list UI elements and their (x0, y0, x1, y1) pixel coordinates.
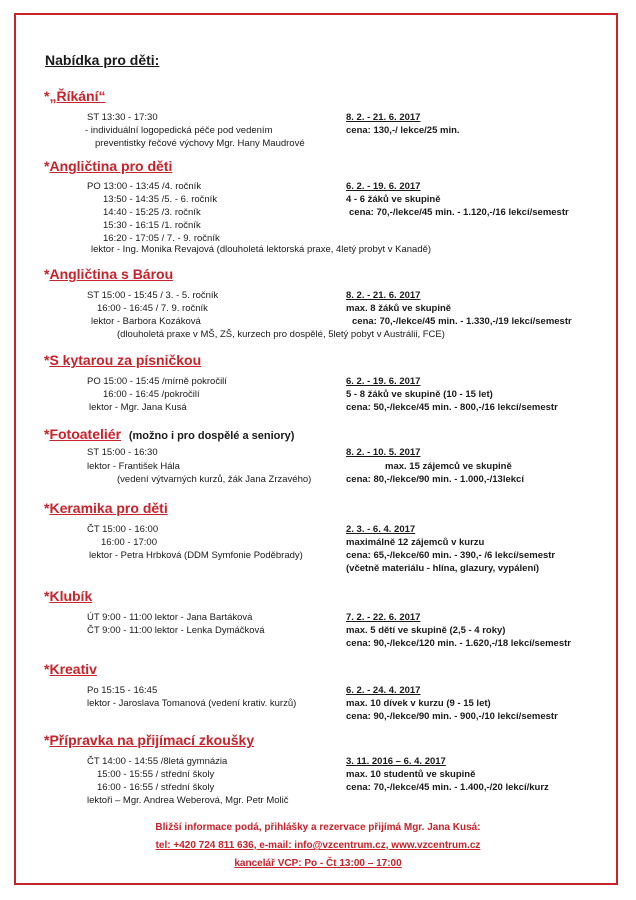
schedule-line: ČT 9:00 - 11:00 lektor - Lenka Dymáčková (87, 625, 265, 636)
section-title-s-kytarou: *S kytarou za písničkou (44, 352, 202, 368)
schedule-line: ST 15:00 - 16:30 (87, 447, 158, 458)
group-size-line: max. 10 dívek v kurzu (9 - 15 let) (346, 698, 491, 709)
price-line: cena: 90,-/lekce/120 min. - 1.620,-/18 lekcí/semestr (346, 638, 571, 649)
price-line: cena: 70,-/lekce/45 min. - 1.400,-/20 lekcí/kurz (346, 782, 549, 793)
lector-line: lektor - Jaroslava Tomanová (vedení krativ. kurzů) (87, 698, 297, 709)
section-title-pripravka: *Přípravka na přijímací zkoušky (44, 732, 255, 748)
schedule-line: ČT 14:00 - 14:55 /8letá gymnázia (87, 756, 228, 767)
description-line: (vedení výtvarných kurzů, žák Jana Zrzavého) (117, 474, 312, 485)
date-range: 8. 2. - 21. 6. 2017 (346, 112, 421, 123)
schedule-line: 15:30 - 16:15 /1. ročník (103, 220, 201, 231)
schedule-line: ÚT 9:00 - 11:00 lektor - Jana Bartáková (87, 612, 253, 623)
schedule-line: 14:40 - 15:25 /3. ročník (103, 207, 201, 218)
section-title-keramika: *Keramika pro děti (44, 500, 168, 516)
date-range: 8. 2. - 21. 6. 2017 (346, 290, 421, 301)
section-title-rikani: *„Říkání“ (44, 88, 106, 104)
price-line: cena: 50,-/lekce/45 min. - 800,-/16 lekcí/semestr (346, 402, 558, 413)
lector-line: lektoři – Mgr. Andrea Weberová, Mgr. Petr Molič (87, 795, 289, 806)
price-line: cena: 130,-/ lekce/25 min. (346, 125, 460, 136)
price-line: cena: 90,-/lekce/90 min. - 900,-/10 lekcí/semestr (346, 711, 558, 722)
section-title-anglictina-pro-deti: *Angličtina pro děti (44, 158, 173, 174)
schedule-line: 16:00 - 16:45 / 7. 9. ročník (97, 303, 208, 314)
description-line: preventistky řečové výchovy Mgr. Hany Maudrové (95, 138, 305, 149)
schedule-line: ST 15:00 - 15:45 / 3. - 5. ročník (87, 290, 219, 301)
date-range: 6. 2. - 24. 4. 2017 (346, 685, 421, 696)
lector-line: lektor - Ing. Monika Revajová (dlouholetá lektorská praxe, 4letý probyt v Kanadě) (91, 244, 432, 255)
group-size-line: maximálně 12 zájemců v kurzu (346, 537, 485, 548)
page-title: Nabídka pro děti: (45, 52, 160, 68)
description-line: - individuální logopedická péče pod vedením (85, 125, 273, 136)
schedule-line: PO 13:00 - 13:45 /4. ročník (87, 181, 202, 192)
lector-line: lektor - František Hála (87, 461, 180, 472)
footer-office-hours: kancelář VCP: Po - Čt 13:00 – 17:00 (234, 858, 402, 869)
section-title-klubik: *Klubík (44, 588, 93, 604)
schedule-line: 16:00 - 16:45 /pokročilí (103, 389, 200, 400)
group-size-line: 5 - 8 žáků ve skupině (10 - 15 let) (346, 389, 493, 400)
footer-info: Bližší informace podá, přihlášky a rezervace přijímá Mgr. Jana Kusá: (155, 822, 481, 833)
lector-line: lektor - Mgr. Jana Kusá (89, 402, 187, 413)
date-range: 6. 2. - 19. 6. 2017 (346, 376, 421, 387)
price-line: cena: 70,-/lekce/45 min. - 1.120,-/16 lekcí/semestr (349, 207, 569, 218)
price-line: cena: 65,-/lekce/60 min. - 390,- /6 lekcí/semestr (346, 550, 556, 561)
price-line: cena: 70,-/lekce/45 min. - 1.330,-/19 lekcí/semestr (352, 316, 572, 327)
section-title-fotoatelier: *Fotoateliér (možno i pro dospělé a seniory) (44, 426, 295, 442)
lector-line: lektor - Petra Hrbková (DDM Symfonie Poděbrady) (89, 550, 303, 561)
group-size-line: max. 5 dětí ve skupině (2,5 - 4 roky) (346, 625, 506, 636)
schedule-line: 16:00 - 17:00 (101, 537, 157, 548)
lector-line: lektor - Barbora Kozáková (91, 316, 201, 327)
schedule-line: 13:50 - 14:35 /5. - 6. ročník (103, 194, 218, 205)
date-range: 6. 2. - 19. 6. 2017 (346, 181, 421, 192)
date-range: 3. 11. 2016 – 6. 4. 2017 (346, 756, 446, 767)
schedule-line: ČT 15:00 - 16:00 (87, 524, 159, 535)
footer-contacts[interactable]: tel: +420 724 811 636, e-mail: info@vzcentrum.cz, www.vzcentrum.cz (155, 840, 481, 851)
group-size-line: max. 10 studentů ve skupině (346, 769, 476, 780)
schedule-line: ST 13:30 - 17:30 (87, 112, 158, 123)
schedule-line: 16:00 - 16:55 / střední školy (97, 782, 215, 793)
schedule-line: 15:00 - 15:55 / střední školy (97, 769, 215, 780)
group-size-line: 4 - 6 žáků ve skupině (346, 194, 441, 205)
section-title-anglictina-s-barou: *Angličtina s Bárou (44, 266, 174, 282)
note-line: (včetně materiálu - hlína, glazury, vypálení) (346, 563, 540, 574)
section-title-kreativ: *Kreativ (44, 661, 97, 677)
price-line: cena: 80,-/lekce/90 min. - 1.000,-/13lekcí (346, 474, 524, 485)
description-line: (dlouholetá praxe v MŠ, ZŠ, kurzech pro dospělé, 5letý pobyt v Austrálii, FCE) (117, 329, 445, 340)
group-size-line: max. 15 zájemců ve skupině (385, 461, 512, 472)
schedule-line: 16:20 - 17:05 / 7. - 9. ročník (103, 233, 220, 244)
date-range: 2. 3. - 6. 4. 2017 (346, 524, 416, 535)
date-range: 7. 2. - 22. 6. 2017 (346, 612, 421, 623)
group-size-line: max. 8 žáků ve skupině (346, 303, 452, 314)
schedule-line: PO 15:00 - 15:45 /mírně pokročilí (87, 376, 227, 387)
date-range: 8. 2. - 10. 5. 2017 (346, 447, 421, 458)
schedule-line: Po 15:15 - 16:45 (87, 685, 158, 696)
